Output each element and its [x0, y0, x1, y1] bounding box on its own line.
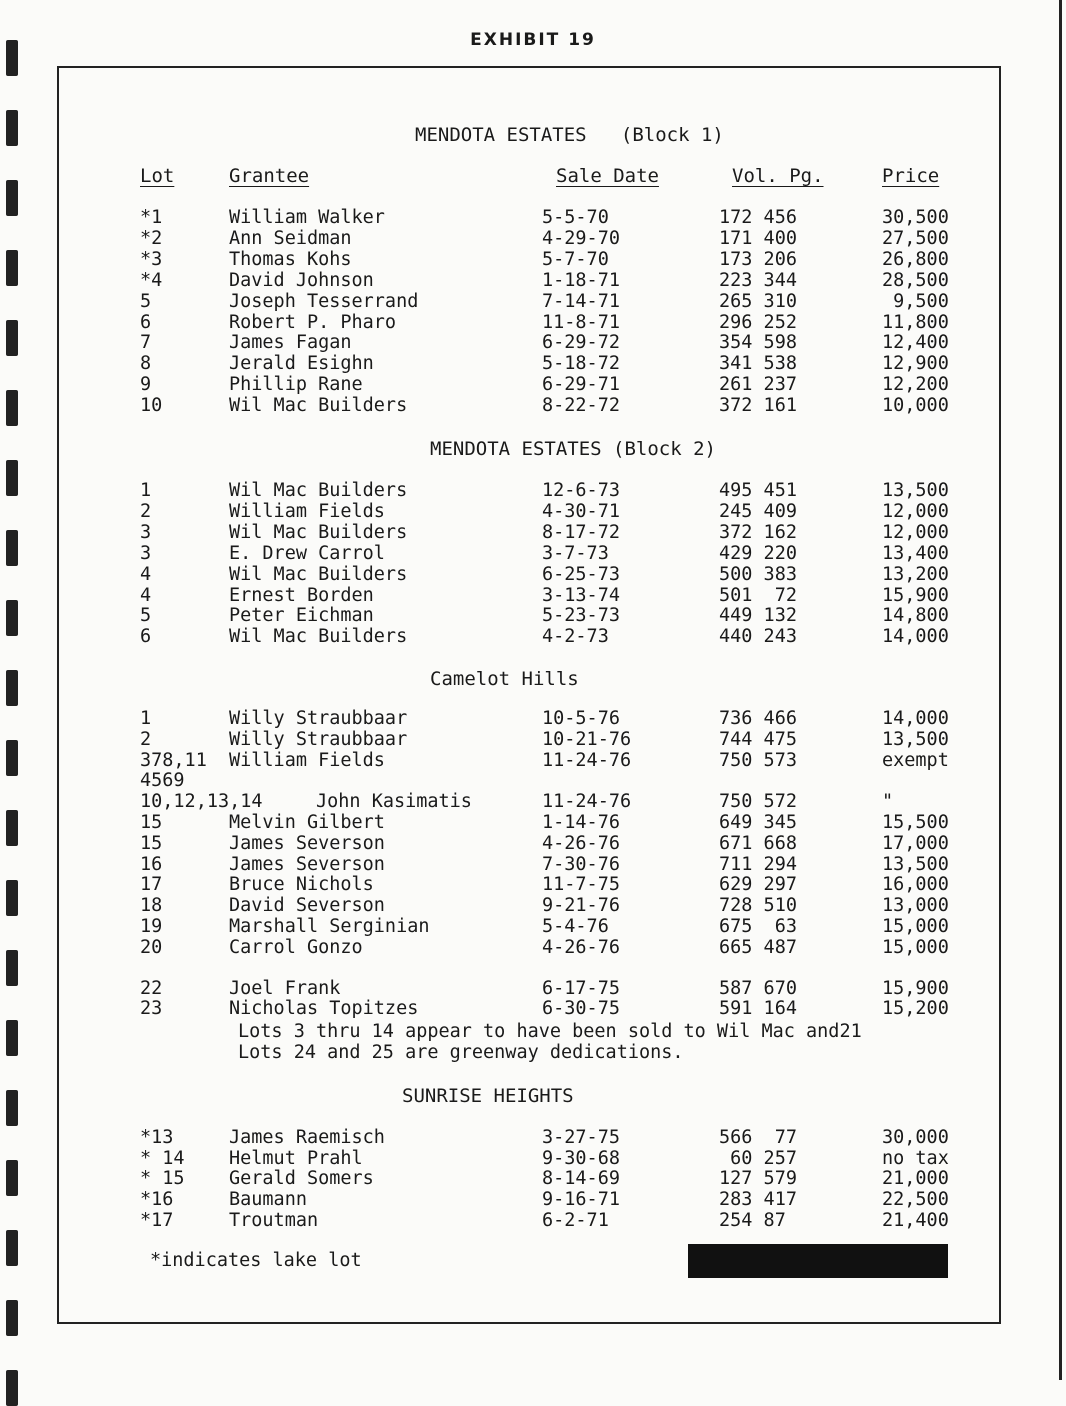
lot-cell: 22 [140, 977, 163, 999]
vol-pg-cell: 449 132 [719, 605, 797, 627]
price-cell: 14,000 [882, 626, 949, 648]
price-cell: 15,000 [882, 916, 949, 937]
vol-pg-cell: 501 72 [719, 584, 797, 606]
price-cell: 11,800 [882, 311, 949, 333]
price-cell: 15,900 [882, 977, 949, 999]
lot-cell: 18 [140, 895, 163, 917]
binding-hole [6, 1370, 18, 1406]
price-cell: 21,400 [882, 1209, 949, 1231]
sale-date-cell: 4-26-76 [542, 832, 620, 854]
vol-pg-cell: 500 383 [719, 563, 797, 585]
column-header-vol-pg: Vol. Pg. [732, 165, 824, 187]
lot-cell: 4 [140, 563, 152, 585]
price-cell: 13,500 [882, 480, 949, 501]
price-cell: 12,000 [882, 500, 949, 522]
grantee-cell: Bruce Nichols [229, 874, 374, 896]
table-row [0, 916, 1066, 937]
table-row [0, 937, 1066, 958]
grantee-cell: Wil Mac Builders [229, 563, 408, 585]
table-row [0, 249, 1066, 270]
lot-cell: 4 [140, 584, 152, 606]
vol-pg-cell: 172 456 [719, 207, 797, 228]
camelot-note-1: Lots 3 thru 14 appear to have been sold to Wil Mac and21 [238, 1021, 862, 1042]
sale-date-cell: 8-22-72 [542, 395, 620, 417]
sale-date-cell: 7-14-71 [542, 290, 620, 312]
grantee-cell: Wil Mac Builders [229, 626, 408, 648]
grantee-cell: Joseph Tesserrand [229, 290, 419, 312]
sale-date-cell: 6-30-75 [542, 998, 620, 1020]
sale-date-cell: 11-7-75 [542, 874, 620, 896]
vol-pg-cell: 372 161 [719, 395, 797, 417]
price-cell: 16,000 [882, 874, 949, 896]
binding-hole [6, 670, 18, 706]
lot-cell: *13 [140, 1127, 174, 1148]
sale-date-cell: 4-30-71 [542, 500, 620, 522]
lot-cell: 1 [140, 708, 152, 729]
grantee-cell: William Fields [229, 500, 385, 522]
table-row [0, 1189, 1066, 1210]
price-cell: 21,000 [882, 1168, 949, 1190]
lot-cell: 10,12,13,14 [140, 791, 263, 813]
binding-hole [6, 110, 18, 146]
vol-pg-cell: 591 164 [719, 998, 797, 1020]
sale-date-cell: 5-5-70 [542, 207, 609, 228]
table-row [0, 895, 1066, 916]
sale-date-cell: 7-30-76 [542, 853, 620, 875]
sale-date-cell: 8-14-69 [542, 1168, 620, 1190]
price-cell: 22,500 [882, 1189, 949, 1211]
grantee-cell: Peter Eichman [229, 605, 374, 627]
vol-pg-cell: 173 206 [719, 248, 797, 270]
price-cell: 9,500 [882, 290, 949, 312]
lot-cell: 1 [140, 480, 152, 501]
vol-pg-cell: 265 310 [719, 290, 797, 312]
sale-date-cell: 6-25-73 [542, 563, 620, 585]
price-cell: 15,000 [882, 936, 949, 958]
vol-pg-cell: 245 409 [719, 500, 797, 522]
vol-pg-cell: 629 297 [719, 874, 797, 896]
price-cell: exempt [882, 749, 949, 771]
table-row [0, 522, 1066, 543]
sale-date-cell: 1-14-76 [542, 812, 620, 833]
price-cell: 13,500 [882, 853, 949, 875]
sale-date-cell: 10-5-76 [542, 708, 620, 729]
table-row [0, 708, 1066, 729]
lot-cell: * 14 [140, 1147, 185, 1169]
grantee-cell: Ann Seidman [229, 227, 352, 249]
grantee-cell: E. Drew Carrol [229, 542, 385, 564]
grantee-cell: Thomas Kohs [229, 248, 352, 270]
lot-cell: *4 [140, 269, 163, 291]
grantee-cell: James Severson [229, 853, 385, 875]
vol-pg-cell: 744 475 [719, 728, 797, 750]
grantee-cell: James Raemisch [229, 1127, 385, 1148]
table-row [0, 353, 1066, 374]
table-row [0, 395, 1066, 416]
vol-pg-cell: 711 294 [719, 853, 797, 875]
table-row [0, 270, 1066, 291]
price-cell: 12,900 [882, 353, 949, 375]
lot-cell: *17 [140, 1209, 174, 1231]
sale-date-cell: 6-2-71 [542, 1209, 609, 1231]
price-cell: " [882, 791, 894, 813]
table-row [0, 543, 1066, 564]
vol-pg-cell: 429 220 [719, 542, 797, 564]
lot-cell: *2 [140, 227, 163, 249]
column-header-lot: Lot [140, 165, 175, 187]
lot-cell: 19 [140, 916, 163, 937]
table-row [0, 854, 1066, 875]
lot-cell: 9 [140, 374, 152, 396]
grantee-cell: Willy Straubbaar [229, 708, 408, 729]
binding-hole [6, 1300, 18, 1336]
lot-cell: 2 [140, 728, 152, 750]
grantee-cell: Jerald Esighn [229, 353, 374, 375]
table-row [0, 1127, 1066, 1148]
table-row [0, 291, 1066, 312]
lot-cell: 15 [140, 832, 163, 854]
sale-date-cell: 6-29-71 [542, 374, 620, 396]
table-row [0, 1210, 1066, 1231]
vol-pg-cell: 254 87 [719, 1209, 786, 1231]
section-title-sunrise: SUNRISE HEIGHTS [402, 1085, 574, 1107]
lot-cell: *1 [140, 207, 163, 228]
sale-date-cell: 4-2-73 [542, 626, 609, 648]
grantee-cell: William Fields [229, 749, 385, 771]
vol-pg-cell: 296 252 [719, 311, 797, 333]
grantee-cell: Marshall Serginian [229, 916, 430, 937]
vol-pg-cell: 354 598 [719, 332, 797, 354]
lot-cell: 15 [140, 812, 163, 833]
vol-pg-cell: 671 668 [719, 832, 797, 854]
vol-pg-cell: 665 487 [719, 936, 797, 958]
lot-cell: 6 [140, 626, 152, 648]
table-row [0, 874, 1066, 895]
price-cell: 15,500 [882, 812, 949, 833]
price-cell: 13,400 [882, 542, 949, 564]
grantee-cell: Robert P. Pharo [229, 311, 397, 333]
sale-date-cell: 4-26-76 [542, 936, 620, 958]
price-cell: 14,000 [882, 708, 949, 729]
sale-date-cell: 10-21-76 [542, 728, 632, 750]
column-header-grantee: Grantee [229, 165, 310, 187]
price-cell: 30,500 [882, 207, 949, 228]
grantee-cell: Nicholas Topitzes [229, 998, 419, 1020]
grantee-cell: Gerald Somers [229, 1168, 374, 1190]
table-row [0, 1148, 1066, 1169]
lot-cell: 16 [140, 853, 163, 875]
price-cell: 10,000 [882, 395, 949, 417]
table-row [0, 480, 1066, 501]
table-row [0, 750, 1066, 771]
lot-cell: *3 [140, 248, 163, 270]
camelot-note-2: Lots 24 and 25 are greenway dedications. [238, 1042, 684, 1063]
lot-cell: 4569 [140, 770, 185, 792]
lot-cell: 378,11 [140, 749, 207, 771]
sale-date-cell: 8-17-72 [542, 521, 620, 543]
price-cell: 26,800 [882, 248, 949, 270]
vol-pg-cell: 372 162 [719, 521, 797, 543]
grantee-cell: Wil Mac Builders [229, 480, 408, 501]
vol-pg-cell: 341 538 [719, 353, 797, 375]
lot-cell: 17 [140, 874, 163, 896]
vol-pg-cell: 566 77 [719, 1127, 797, 1148]
lot-cell: 6 [140, 311, 152, 333]
vol-pg-cell: 440 243 [719, 626, 797, 648]
vol-pg-cell: 649 345 [719, 812, 797, 833]
vol-pg-cell: 127 579 [719, 1168, 797, 1190]
lot-cell: 23 [140, 998, 163, 1020]
binding-hole [6, 1020, 18, 1056]
lot-cell: 7 [140, 332, 152, 354]
sale-date-cell: 6-17-75 [542, 977, 620, 999]
grantee-cell: Carrol Gonzo [229, 936, 363, 958]
grantee-cell: David Johnson [229, 269, 374, 291]
grantee-cell: Phillip Rane [229, 374, 363, 396]
price-cell: 30,000 [882, 1127, 949, 1148]
lot-cell: *16 [140, 1189, 174, 1211]
vol-pg-cell: 736 466 [719, 708, 797, 729]
vol-pg-cell: 261 237 [719, 374, 797, 396]
table-row [0, 374, 1066, 395]
grantee-cell: Melvin Gilbert [229, 812, 385, 833]
vol-pg-cell: 283 417 [719, 1189, 797, 1211]
price-cell: 15,200 [882, 998, 949, 1020]
lot-cell: 2 [140, 500, 152, 522]
price-cell: 12,200 [882, 374, 949, 396]
vol-pg-cell: 171 400 [719, 227, 797, 249]
footnote: *indicates lake lot [150, 1250, 362, 1271]
table-row [0, 605, 1066, 626]
sale-date-cell: 4-29-70 [542, 227, 620, 249]
sale-date-cell: 5-4-76 [542, 916, 609, 937]
sale-date-cell: 12-6-73 [542, 480, 620, 501]
table-row [0, 770, 1066, 791]
sale-date-cell: 1-18-71 [542, 269, 620, 291]
grantee-cell: Willy Straubbaar [229, 728, 408, 750]
table-row [0, 998, 1066, 1019]
sale-date-cell: 3-27-75 [542, 1127, 620, 1148]
binding-hole [6, 1090, 18, 1126]
section-title-camelot: Camelot Hills [430, 668, 579, 690]
price-cell: 13,200 [882, 563, 949, 585]
price-cell: 28,500 [882, 269, 949, 291]
lot-cell: 8 [140, 353, 152, 375]
sale-date-cell: 5-18-72 [542, 353, 620, 375]
sale-date-cell: 6-29-72 [542, 332, 620, 354]
lot-cell: 5 [140, 290, 152, 312]
price-cell: no tax [882, 1147, 949, 1169]
grantee-cell: David Severson [229, 895, 385, 917]
grantee-cell: Joel Frank [229, 977, 341, 999]
grantee-cell: Wil Mac Builders [229, 521, 408, 543]
grantee-cell: John Kasimatis [316, 791, 472, 813]
lot-cell: 3 [140, 521, 152, 543]
sale-date-cell: 9-30-68 [542, 1147, 620, 1169]
vol-pg-cell: 495 451 [719, 480, 797, 501]
table-row [0, 207, 1066, 228]
price-cell: 13,000 [882, 895, 949, 917]
grantee-cell: William Walker [229, 207, 385, 228]
price-cell: 14,800 [882, 605, 949, 627]
grantee-cell: Ernest Borden [229, 584, 374, 606]
grantee-cell: Wil Mac Builders [229, 395, 408, 417]
grantee-cell: Baumann [229, 1189, 307, 1211]
table-row [0, 312, 1066, 333]
table-row [0, 729, 1066, 750]
vol-pg-cell: 223 344 [719, 269, 797, 291]
section-title-block1: MENDOTA ESTATES (Block 1) [415, 124, 724, 146]
binding-hole [6, 1230, 18, 1266]
grantee-cell: Helmut Prahl [229, 1147, 363, 1169]
price-cell: 15,900 [882, 584, 949, 606]
sale-date-cell: 11-8-71 [542, 311, 620, 333]
table-row [0, 585, 1066, 606]
sale-date-cell: 9-16-71 [542, 1189, 620, 1211]
sale-date-cell: 5-23-73 [542, 605, 620, 627]
table-row [0, 1168, 1066, 1189]
table-row [0, 833, 1066, 854]
vol-pg-cell: 675 63 [719, 916, 797, 937]
sale-date-cell: 11-24-76 [542, 791, 632, 813]
exhibit-label: EXHIBIT 19 [470, 30, 596, 50]
lot-cell: * 15 [140, 1168, 185, 1190]
table-row [0, 228, 1066, 249]
column-header-price: Price [882, 165, 940, 187]
vol-pg-cell: 728 510 [719, 895, 797, 917]
sale-date-cell: 3-13-74 [542, 584, 620, 606]
table-row [0, 501, 1066, 522]
table-row [0, 332, 1066, 353]
grantee-cell: James Severson [229, 832, 385, 854]
grantee-cell: James Fagan [229, 332, 352, 354]
section-title-block2: MENDOTA ESTATES (Block 2) [430, 438, 716, 460]
sale-date-cell: 3-7-73 [542, 542, 609, 564]
table-row [0, 564, 1066, 585]
vol-pg-cell: 750 573 [719, 749, 797, 771]
lot-cell: 10 [140, 395, 163, 417]
lot-cell: 3 [140, 542, 152, 564]
vol-pg-cell: 587 670 [719, 977, 797, 999]
column-header-sale-date: Sale Date [556, 165, 659, 187]
redaction-bar [688, 1244, 948, 1278]
table-row [0, 978, 1066, 999]
table-row [0, 812, 1066, 833]
price-cell: 17,000 [882, 832, 949, 854]
lot-cell: 5 [140, 605, 152, 627]
sale-date-cell: 9-21-76 [542, 895, 620, 917]
vol-pg-cell: 60 257 [719, 1147, 797, 1169]
table-row [0, 626, 1066, 647]
lot-cell: 20 [140, 936, 163, 958]
sale-date-cell: 5-7-70 [542, 248, 609, 270]
sale-date-cell: 11-24-76 [542, 749, 632, 771]
price-cell: 27,500 [882, 227, 949, 249]
price-cell: 12,000 [882, 521, 949, 543]
price-cell: 12,400 [882, 332, 949, 354]
price-cell: 13,500 [882, 728, 949, 750]
table-row [0, 791, 1066, 812]
grantee-cell: Troutman [229, 1209, 319, 1231]
vol-pg-cell: 750 572 [719, 791, 797, 813]
